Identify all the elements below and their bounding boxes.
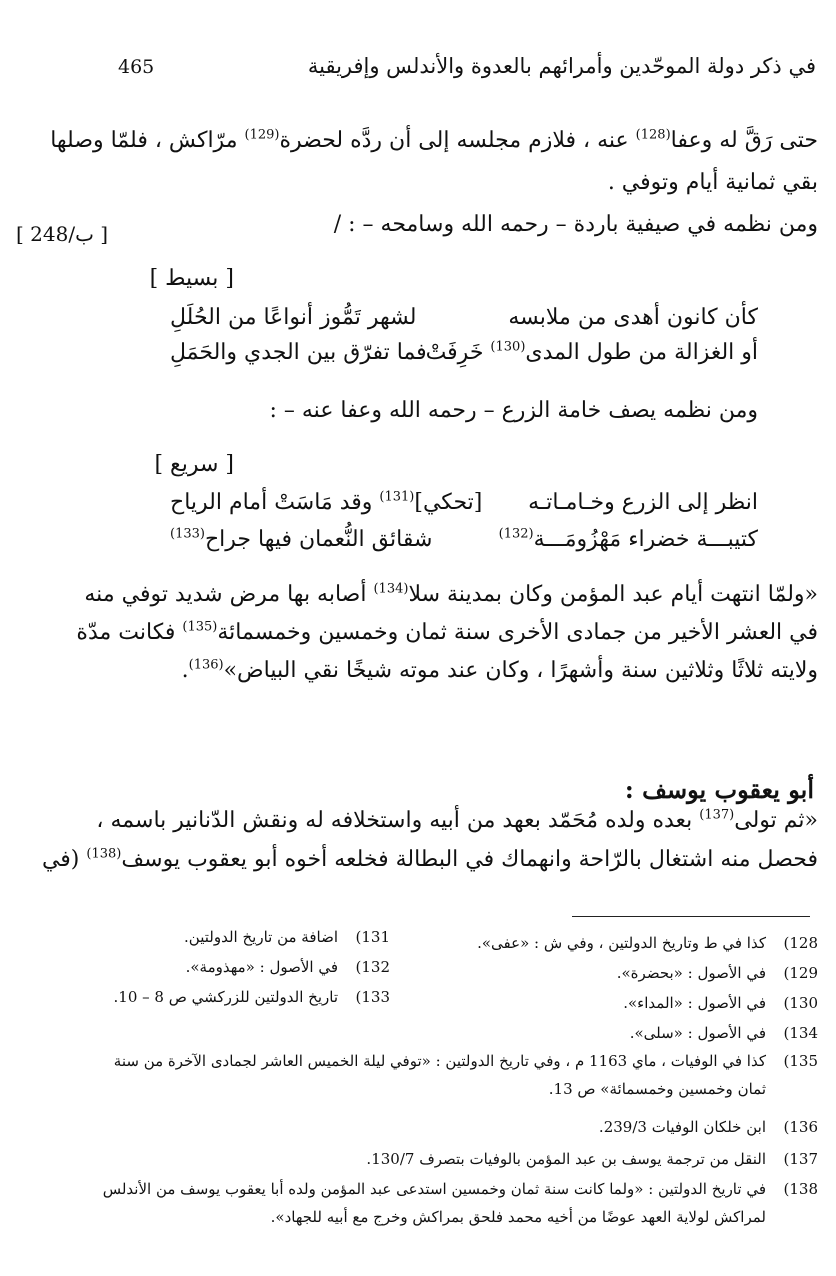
footnote — [599, 1118, 818, 1136]
footnote — [477, 934, 818, 952]
meter-label: [ سريع ] — [154, 452, 234, 477]
footnote — [103, 1180, 818, 1198]
footnote-number: 128) — [783, 934, 818, 952]
footnote-number: 135) — [783, 1052, 818, 1070]
paragraph-line: بقي ثمانية أيام وتوفي . — [607, 170, 818, 195]
footnote-text: كذا في الوفيات ، ماي 1163 م ، وفي تاريخ الدولتين : «توفي ليلة الخميس العاشر لجمادى الآخرة من سنة — [113, 1052, 766, 1070]
footnote-text: ثمان وخمسين وخمسمائة» ص 13. — [548, 1080, 766, 1098]
footnote-number: 131) — [355, 928, 390, 946]
footnote-separator — [572, 916, 810, 917]
poem-hemistich: كأن كانون أهدى من ملابسه — [508, 305, 758, 330]
footnote-number: 133) — [355, 988, 390, 1006]
footnote-text: في الأصول : «المداء». — [623, 994, 766, 1012]
footnote — [617, 964, 818, 982]
footnote-number: 134) — [783, 1024, 818, 1042]
footnote-text: كذا في ط وتاريخ الدولتين ، وفي ش : «عفى». — [477, 934, 766, 952]
poem-hemistich: أو الغزالة من طول المدى$^{(130)}$ خَرِفَتْ — [425, 339, 758, 365]
footnote-text: في الأصول : «مهذومة». — [185, 958, 338, 976]
footnote-text: في تاريخ الدولتين : «ولما كانت سنة ثمان وخمسين استدعى عبد المؤمن ولده أبا يعقوب يوسف من الأندلس — [102, 1180, 766, 1198]
folio-marker: [ 248/ب ] — [16, 222, 109, 246]
footnote-number: 129) — [783, 964, 818, 982]
section-heading: أبو يعقوب يوسف : — [624, 775, 814, 804]
footnote — [114, 1052, 818, 1070]
poem-hemistich: [تحكي]$^{(131)}$ وقد مَاسَتْ أمام الرياح — [170, 489, 483, 515]
poem-intro: ومن نظمه يصف خامة الزرع – رحمه الله وعفا عنه – : — [269, 398, 758, 423]
poem-intro: ومن نظمه في صيفية باردة – رحمه الله وسامحه – : / — [333, 212, 818, 237]
footnote — [366, 1150, 818, 1168]
running-title: في ذكر دولة الموحّدين وأمرائهم بالعدوة والأندلس وإفريقية — [307, 54, 816, 78]
footnote-number: 132) — [355, 958, 390, 976]
footnote-text: النقل من ترجمة يوسف بن عبد المؤمن بالوفيات بتصرف 130/7. — [366, 1150, 766, 1168]
poem-hemistich: كتيبـــة خضراء مَهْزُومَـــة$^{(132)}$ — [498, 526, 758, 552]
paragraph-line: ولايته ثلاثًا وثلاثين سنة وأشهرًا ، وكان عند موته شيخًا نقي البياض»$^{(136)}$. — [181, 657, 818, 683]
footnote — [623, 994, 818, 1012]
footnote-number: 137) — [783, 1150, 818, 1168]
footnote — [186, 958, 390, 976]
footnote-text: اضافة من تاريخ الدولتين. — [184, 928, 338, 946]
poem-hemistich: لشهر تَمُّوز أنواعًا من الحُلَلِ — [170, 305, 417, 330]
footnote-number: 136) — [783, 1118, 818, 1136]
page-number: 465 — [118, 56, 155, 78]
footnote-text: في الأصول : «سلى». — [629, 1024, 766, 1042]
paragraph-line: «ثم تولى$^{(137)}$ بعده ولده مُحَمّد بعهد من أبيه واستخلافه له ونقش الدّنانير باسمه ، — [96, 807, 818, 833]
footnote-text: لمراكش لولاية العهد عوضًا من أخيه محمد فلحق بمراكش وخرج مع أبيه للجهاد». — [270, 1208, 766, 1226]
footnote-number: 138) — [783, 1180, 818, 1198]
footnote-number: 130) — [783, 994, 818, 1012]
footnote — [114, 988, 391, 1006]
footnote-text: تاريخ الدولتين للزركشي ص 8 – 10. — [113, 988, 338, 1006]
paragraph-line: في العشر الأخير من جمادى الأخرى سنة ثمان وخمسين وخمسمائة$^{(135)}$ فكانت مدّة — [76, 619, 818, 645]
paragraph-line: حتى رَقَّ له وعفا$^{(128)}$ عنه ، فلازم مجلسه إلى أن ردَّه لحضرة$^{(129)}$ مرّاكش ، فلمّا وصلها — [50, 127, 818, 153]
poem-hemistich: فما تفرّق بين الجدي والحَمَلِ — [170, 340, 427, 365]
footnote — [184, 928, 390, 946]
paragraph-line: فحصل منه اشتغال بالرّاحة وانهماك في البطالة فخلعه أخوه أبو يعقوب يوسف$^{(138)}$ (في — [41, 846, 818, 872]
footnote — [271, 1208, 818, 1226]
footnote — [630, 1024, 818, 1042]
footnote-text: في الأصول : «بحضرة». — [616, 964, 766, 982]
meter-label: [ بسيط ] — [149, 266, 234, 291]
poem-hemistich: شقائق النُّعمان فيها جراح$^{(133)}$ — [170, 526, 433, 552]
paragraph-line: «ولمّا انتهت أيام عبد المؤمن وكان بمدينة سلا$^{(134)}$ أصابه بها مرض شديد توفي منه — [84, 581, 818, 607]
footnote-text: ابن خلكان الوفيات 239/3. — [598, 1118, 766, 1136]
poem-hemistich: انظر إلى الزرع وخـامـاتـه — [528, 490, 758, 515]
footnote — [549, 1080, 818, 1098]
